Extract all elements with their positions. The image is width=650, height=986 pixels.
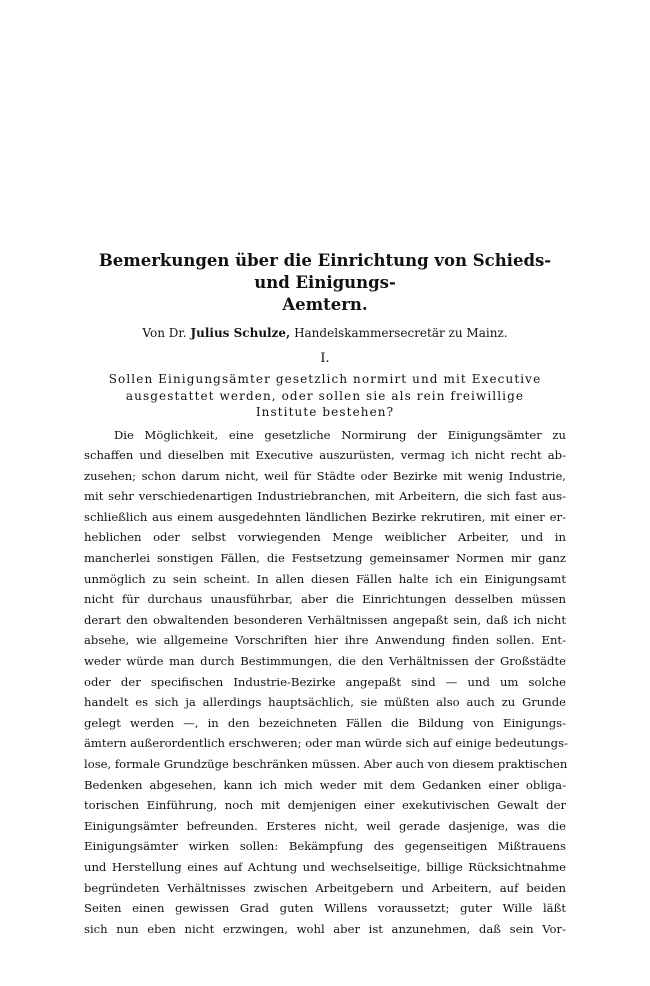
text-line: Einigungsämter befreunden. Ersteres nicht, weil gerade dasjenige, was die (84, 818, 566, 833)
section-heading-line-3: Institute bestehen? (255, 405, 395, 419)
byline-prefix: Von Dr. (142, 326, 187, 340)
text-line: ämtern außerordentlich erschweren; oder man würde sich auf einige bedeutungs- (84, 736, 568, 751)
section-heading (84, 371, 566, 421)
text-line: und Herstellung eines auf Achtung und wechselseitige, billige Rücksichtnahme (84, 859, 566, 874)
author-name: Julius Schulze, (190, 326, 291, 340)
article-title-line-1: Bemerkungen über die Einrichtung von Schieds- und Einigungs- (98, 251, 552, 292)
text-line: schließlich aus einem ausgedehnten ländlichen Bezirke rekrutiren, mit einer er- (84, 509, 566, 524)
byline (84, 325, 566, 341)
article (84, 250, 566, 939)
text-line: lose, formale Grundzüge beschränken müssen. Aber auch von diesem praktischen (84, 757, 568, 771)
text-line: heblichen oder selbst vorwiegenden Menge weiblicher Arbeiter, und in (84, 530, 566, 545)
article-title (84, 250, 566, 316)
text-line: mit sehr verschiedenartigen Industriebranchen, mit Arbeitern, die sich fast aus- (84, 489, 566, 504)
text-line: nicht für durchaus unausführbar, aber die Einrichtungen desselben müssen (84, 592, 566, 607)
body-paragraph (84, 425, 566, 940)
text-line: Seiten einen gewissen Grad guten Willens voraussetzt; guter Wille läßt (84, 901, 566, 916)
text-line: weder würde man durch Bestimmungen, die den Verhältnissen der Großstädte (84, 654, 566, 669)
text-line: mancherlei sonstigen Fällen, die Festsetzung gemeinsamer Normen mir ganz (84, 551, 566, 566)
text-line: sich nun eben nicht erzwingen, wohl aber ist anzunehmen, daß sein Vor- (84, 921, 566, 936)
text-line: handelt es sich ja allerdings hauptsächlich, sie müßten also auch zu Grunde (84, 695, 566, 710)
text-line: begründeten Verhältnisses zwischen Arbeitgebern und Arbeitern, auf beiden (84, 880, 566, 895)
author-affiliation: Handelskammersecretär zu Mainz. (294, 326, 508, 340)
text-line: schaffen und dieselben mit Executive auszurüsten, vermag ich nicht recht ab- (84, 448, 566, 463)
text-line: gelegt werden —, in den bezeichneten Fällen die Bildung von Einigungs- (84, 715, 566, 730)
section-heading-line-2: ausgestattet werden, oder sollen sie als rein freiwillige (125, 388, 525, 403)
text-line: zusehen; schon darum nicht, weil für Städte oder Bezirke mit wenig Industrie, (84, 468, 566, 483)
text-line: unmöglich zu sein scheint. In allen diesen Fällen halte ich ein Einigungsamt (84, 571, 566, 586)
text-line: Einigungsämter wirken sollen: Bekämpfung des gegenseitigen Mißtrauens (84, 839, 566, 854)
text-line: torischen Einführung, noch mit demjenigen einer exekutivischen Gewalt der (84, 798, 566, 813)
text-line: absehe, wie allgemeine Vorschriften hier ihre Anwendung finden sollen. Ent- (84, 633, 566, 648)
text-line: Bedenken abgesehen, kann ich mich weder mit dem Gedanken einer obliga- (84, 777, 566, 792)
text-line: derart den obwaltenden besonderen Verhältnissen angepaßt sein, daß ich nicht (84, 612, 566, 627)
section-number: I. (320, 351, 330, 366)
text-line: oder der specifischen Industrie-Bezirke angepaßt sind — und um solche (84, 674, 566, 689)
section-heading-line-1: Sollen Einigungsämter gesetzlich normirt und mit Executive (108, 372, 542, 386)
text-line: Die Möglichkeit, eine gesetzliche Normirung der Einigungsämter zu (114, 427, 566, 442)
article-title-line-2: Aemtern. (282, 295, 368, 314)
